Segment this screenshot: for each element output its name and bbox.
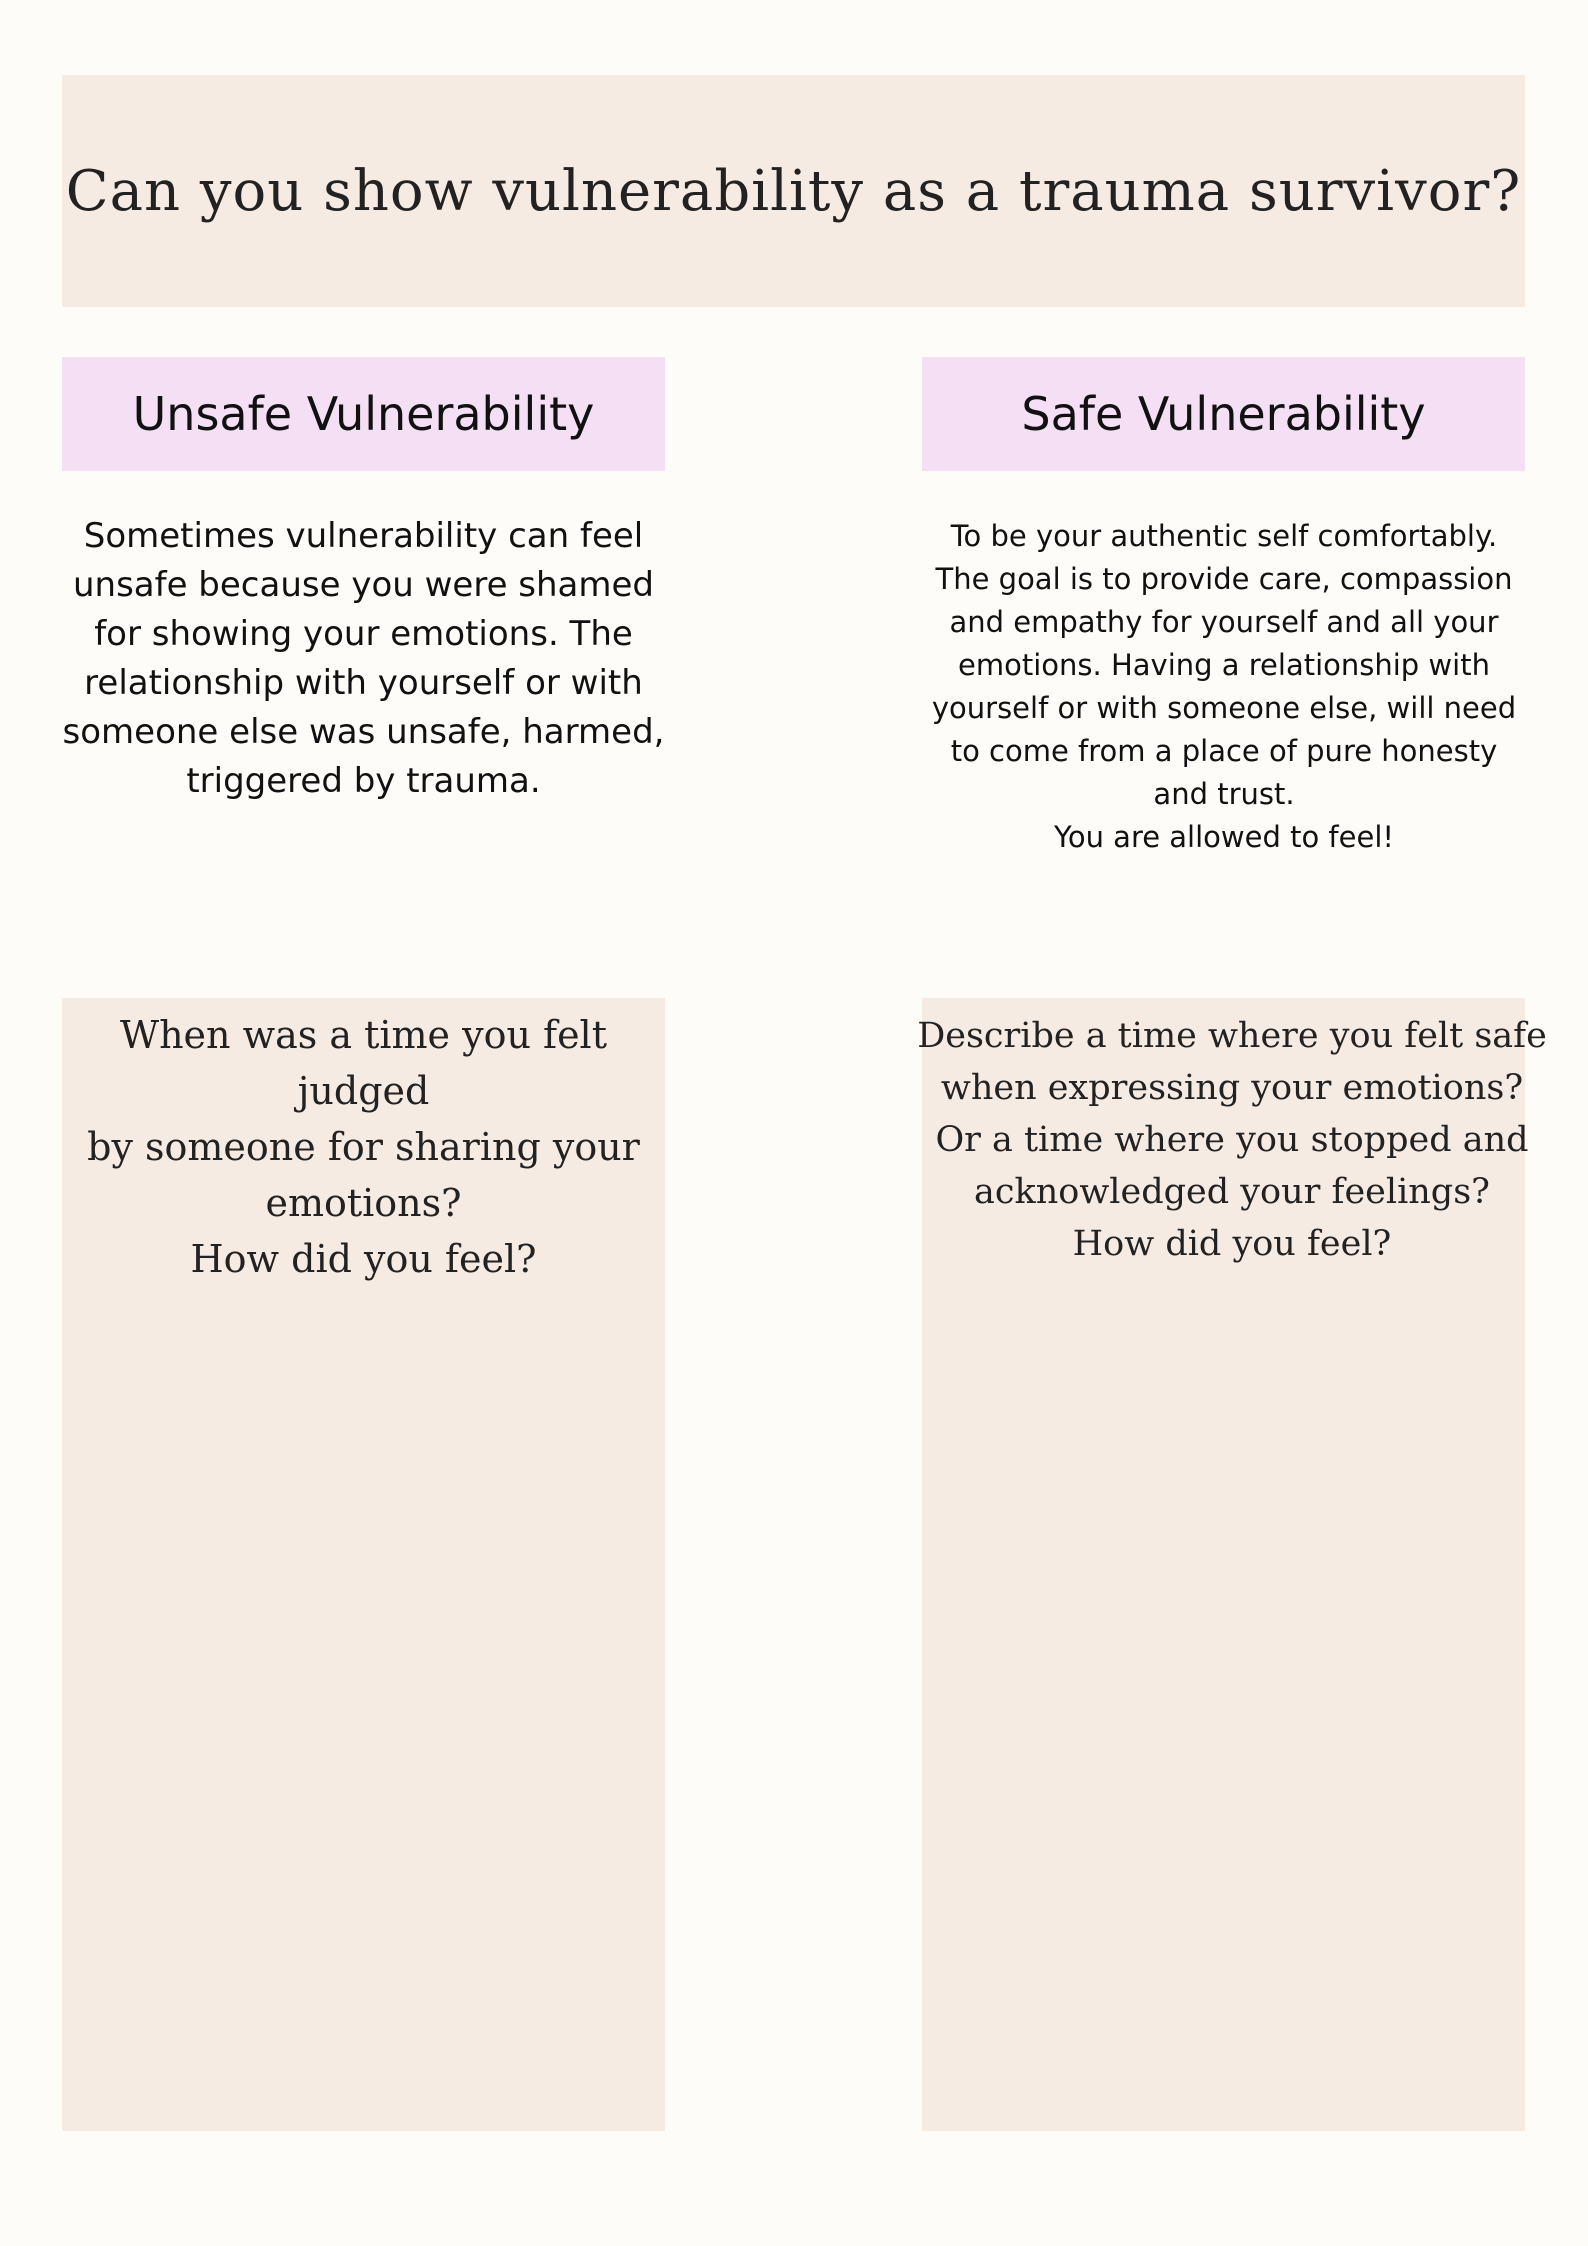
description-line: To be your authentic self comfortably.	[950, 519, 1498, 553]
description-line: for showing your emotions. The	[94, 614, 633, 654]
description-line: and trust.	[1153, 777, 1295, 811]
page-title: Can you show vulnerability as a trauma survivor?	[65, 158, 1522, 224]
safe-vulnerability-heading: Safe Vulnerability	[1021, 387, 1426, 441]
prompt-line: emotions?	[265, 1181, 462, 1225]
description-line: relationship with yourself or with	[84, 663, 643, 703]
prompt-line: Or a time where you stopped and	[935, 1120, 1529, 1160]
prompt-line: When was a time you felt judged	[120, 1013, 607, 1113]
description-line: to come from a place of pure honesty	[950, 734, 1498, 768]
prompt-line: by someone for sharing your	[87, 1125, 640, 1169]
prompt-line: Describe a time where you felt safe	[917, 1016, 1547, 1056]
description-line: and empathy for yourself and all your	[949, 605, 1499, 639]
unsafe-vulnerability-heading-box	[62, 357, 665, 471]
prompt-line: when expressing your emotions?	[940, 1068, 1524, 1108]
description-line: unsafe because you were shamed	[72, 565, 655, 605]
safe-journal-prompt	[912, 1010, 1552, 1270]
safe-vulnerability-heading-box	[922, 357, 1525, 471]
unsafe-vulnerability-heading: Unsafe Vulnerability	[132, 387, 595, 441]
unsafe-vulnerability-description	[62, 512, 665, 806]
unsafe-journal-prompt	[52, 1007, 675, 1287]
description-line: triggered by trauma.	[186, 761, 541, 801]
safe-vulnerability-description	[900, 515, 1548, 859]
description-line: emotions. Having a relationship with	[958, 648, 1490, 682]
description-line: You are allowed to feel!	[1053, 820, 1395, 854]
description-line: The goal is to provide care, compassion	[935, 562, 1513, 596]
description-line: someone else was unsafe, harmed,	[62, 712, 665, 752]
description-line: Sometimes vulnerability can feel	[83, 516, 644, 556]
prompt-line: How did you feel?	[1072, 1224, 1392, 1264]
prompt-line: How did you feel?	[190, 1237, 537, 1281]
description-line: yourself or with someone else, will need	[931, 691, 1517, 725]
prompt-line: acknowledged your feelings?	[974, 1172, 1490, 1212]
title-banner	[62, 75, 1525, 307]
